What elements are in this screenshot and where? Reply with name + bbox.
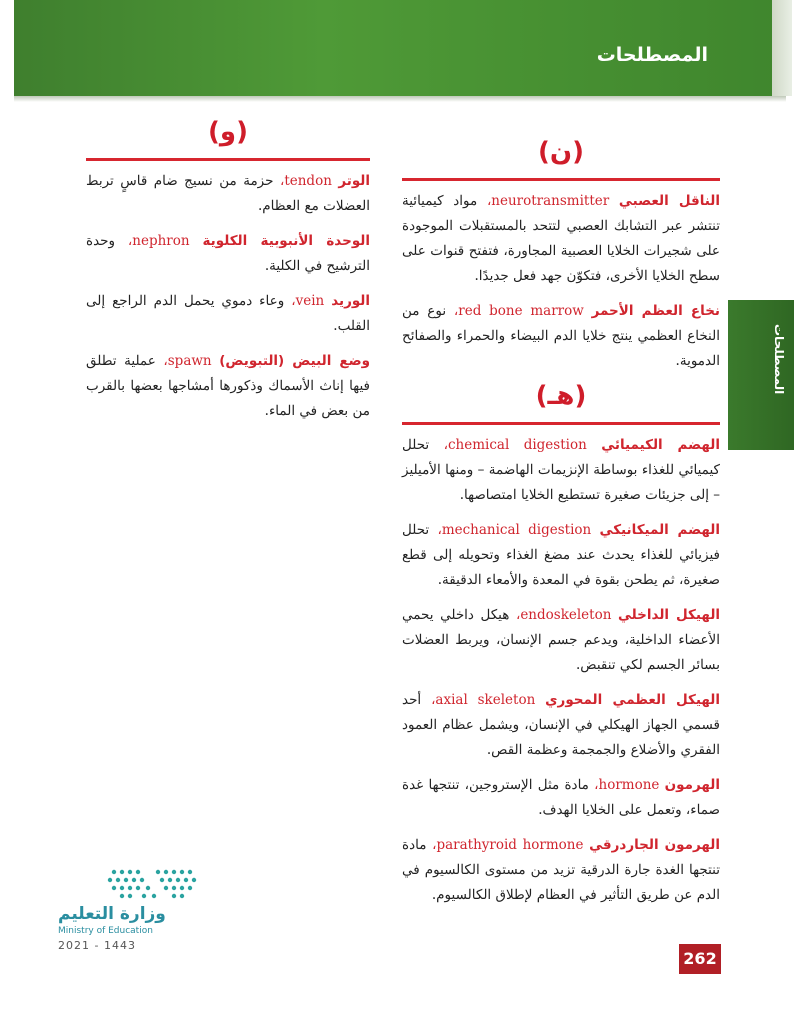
entry-english: red bone marrow [458, 303, 584, 319]
entry-definition: وعاء دموي يحمل الدم الراجع إلى القلب. [86, 293, 370, 334]
page-number: 262 [679, 944, 721, 974]
entry-separator: ، [453, 303, 459, 319]
side-tab-label: المصطلحات [772, 324, 786, 395]
ministry-dots-icon [104, 864, 204, 904]
side-tab[interactable] [728, 300, 794, 450]
entry-separator: ، [486, 193, 492, 209]
entry-separator: ، [291, 293, 296, 309]
banner-shadow [14, 96, 786, 102]
entry-term: الوريد [331, 293, 371, 309]
entry-english: mechanical digestion [441, 522, 592, 538]
column-right [402, 137, 721, 918]
entry-english: nephron [132, 233, 190, 249]
ministry-logo [58, 864, 208, 954]
entry-term: الهضم الميكانيكي [599, 522, 720, 538]
entry-definition: أحد قسمي الجهاز الهيكلي في الإنسان، ويشمل عظام العمود الفقري والأضلاع والجمجمة وعظمة القص. [402, 692, 720, 758]
entry-definition: تحلل كيميائي للغذاء بوساطة الإنزيمات الهاضمة – ومنها الأميليز – إلى جزيئات صغيرة تستطيع الخلايا امتصاصها. [402, 437, 720, 503]
section-rule [86, 158, 370, 161]
entry-term: الهيكل العظمي المحوري [545, 692, 721, 708]
ministry-year: 2021 - 1443 [58, 939, 136, 952]
section-heading-waw: (و) [208, 117, 248, 147]
glossary-entry [402, 518, 720, 593]
page-title: المصطلحات [596, 44, 708, 66]
entry-definition: نوع من النخاع العظمي ينتج خلايا الدم البيضاء والحمراء والصفائح الدموية. [402, 303, 720, 369]
entry-definition: حزمة من نسيج ضام قاسٍ تربط العضلات مع العظام. [86, 173, 370, 214]
entry-separator: ، [437, 522, 442, 538]
entry-separator: ، [431, 692, 436, 708]
entry-definition: مادة مثل الإستروجين، تنتجها غدة صماء، وتعمل على الخلايا الهدف. [402, 777, 720, 818]
glossary-entry [86, 169, 370, 219]
top-banner [14, 0, 786, 96]
glossary-entry [86, 349, 370, 424]
ministry-name-en: Ministry of Education [58, 926, 153, 936]
glossary-entry [402, 433, 720, 508]
entry-english: spawn [167, 353, 212, 369]
entry-english: tendon [284, 173, 332, 189]
entry-term: الوتر [338, 173, 371, 189]
entry-separator: ، [127, 233, 133, 249]
section-rule [402, 178, 720, 181]
entry-english: parathyroid hormone [436, 837, 584, 853]
entry-separator: ، [279, 173, 285, 189]
glossary-entry [402, 773, 720, 823]
column-left [86, 117, 371, 434]
glossary-entry [402, 189, 720, 289]
entry-english: endoskeleton [520, 607, 612, 623]
glossary-entry [86, 289, 370, 339]
glossary-entry [402, 299, 720, 374]
glossary-entry [402, 833, 720, 908]
entry-separator: ، [443, 437, 448, 453]
entry-term: نخاع العظم الأحمر [591, 303, 721, 319]
entry-term: الوحدة الأنبوبية الكلوية [202, 233, 370, 249]
entry-definition: مادة تنتجها الغدة جارة الدرقية تزيد من مستوى الكالسيوم في الدم عن طريق التأثير في العظام لإطلاق الكالسيوم. [402, 837, 720, 903]
entry-term: الهرمون [664, 777, 720, 793]
entry-separator: ، [432, 837, 437, 853]
section-heading-noon: (ن) [538, 137, 584, 167]
entry-definition: هيكل داخلي يحمي الأعضاء الداخلية، ويدعم جسم الإنسان، ويربط العضلات بسائر الجسم لكي تنقبض. [402, 607, 720, 673]
glossary-entry [402, 688, 720, 763]
entry-separator: ، [163, 353, 168, 369]
entry-english: chemical digestion [447, 437, 587, 453]
entry-term: الهرمون الجاردرقي [589, 837, 720, 853]
glossary-entry [86, 229, 370, 279]
section-heading-haa: (هـ) [535, 381, 587, 411]
entry-term: الهيكل الداخلي [618, 607, 721, 623]
entry-term: الناقل العصبي [618, 193, 720, 209]
entry-english: axial skeleton [435, 692, 536, 708]
entry-term: الهضم الكيميائي [601, 437, 720, 453]
entry-term: وضع البيض (التبويض) [219, 353, 371, 369]
entry-separator: ، [594, 777, 599, 793]
section-rule [402, 422, 720, 425]
entry-definition: وحدة الترشيح في الكلية. [86, 233, 370, 274]
entry-definition: تحلل فيزيائي للغذاء يحدث عند مضغ الغذاء وتحويله إلى قطع صغيرة، ثم يطحن بقوة في المعدة والأمعاء الدقيقة. [402, 522, 720, 588]
entry-english: vein [295, 293, 325, 309]
banner-edge [772, 0, 792, 96]
entry-separator: ، [515, 607, 521, 623]
glossary-entry [402, 603, 720, 678]
entry-definition: مواد كيميائية تنتشر عبر التشابك العصبي لتتحد بالمستقبلات الموجودة على شجيرات الخلايا العصبية المجاورة، فتفتح قنوات على سطح الخلايا الأخرى، فتكوّن جهد فعل جديدًا. [402, 193, 720, 284]
entry-english: neurotransmitter [491, 193, 610, 209]
ministry-name-ar: وزارة التعليم [58, 904, 166, 924]
entry-english: hormone [598, 777, 660, 793]
entry-definition: عملية تطلق فيها إناث الأسماك وذكورها أمشاجها بعضها بالقرب من بعض في الماء. [86, 353, 370, 419]
